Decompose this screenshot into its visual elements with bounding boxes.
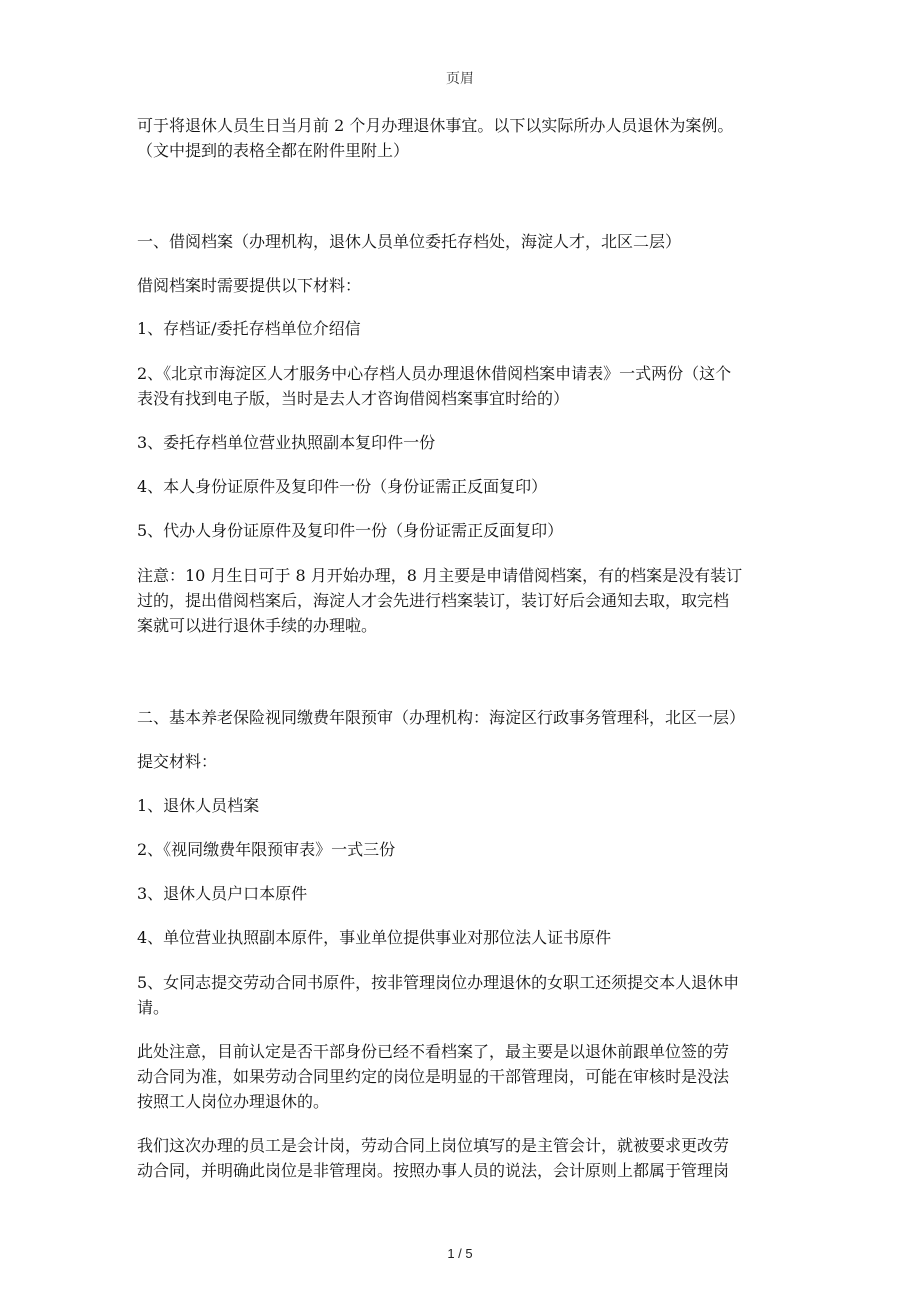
note-line: 案就可以进行退休手续的办理啦。 <box>137 616 378 635</box>
list-item-continuation: 请。 <box>137 998 170 1017</box>
intro-line: 可于将退休人员生日当月前 2 个月办理退休事宜。以下以实际所办人员退休为案例。 <box>137 116 734 135</box>
section-heading: 二、基本养老保险视同缴费年限预审（办理机构：海淀区行政事务管理科，北区一层） <box>137 708 746 727</box>
list-item: 4、单位营业执照副本原件，事业单位提供事业对那位法人证书原件 <box>137 928 612 947</box>
note-line: 注意：10 月生日可于 8 月开始办理，8 月主要是申请借阅档案，有的档案是没有装订 <box>137 566 743 585</box>
list-item-continuation: 表没有找到电子版，当时是去人才咨询借阅档案事宜时给的） <box>137 389 570 408</box>
page-number: 1 / 5 <box>447 1246 473 1261</box>
list-item: 4、本人身份证原件及复印件一份（身份证需正反面复印） <box>137 477 548 496</box>
list-item: 5、代办人身份证原件及复印件一份（身份证需正反面复印） <box>137 521 564 540</box>
note-line: 按照工人岗位办理退休的。 <box>137 1092 330 1111</box>
note-line: 此处注意，目前认定是否干部身份已经不看档案了，最主要是以退休前跟单位签的劳 <box>137 1042 730 1061</box>
note-line: 我们这次办理的员工是会计岗，劳动合同上岗位填写的是主管会计，就被要求更改劳 <box>137 1136 730 1155</box>
list-item: 1、退休人员档案 <box>137 796 260 815</box>
section-lead: 借阅档案时需要提供以下材料： <box>137 276 362 295</box>
list-item: 5、女同志提交劳动合同书原件，按非管理岗位办理退休的女职工还须提交本人退休申 <box>137 973 740 992</box>
note-line: 过的，提出借阅档案后，海淀人才会先进行档案装订，装订好后会通知去取，取完档 <box>137 591 730 610</box>
list-item: 1、存档证/委托存档单位介绍信 <box>137 319 361 338</box>
note-line: 动合同为准，如果劳动合同里约定的岗位是明显的干部管理岗，可能在审核时是没法 <box>137 1067 730 1086</box>
list-item: 2、《视同缴费年限预审表》一式三份 <box>137 840 396 859</box>
page-header: 页眉 <box>446 71 474 87</box>
section-heading: 一、借阅档案（办理机构，退休人员单位委托存档处，海淀人才，北区二层） <box>137 232 682 251</box>
note-line: 动合同，并明确此岗位是非管理岗。按照办事人员的说法，会计原则上都属于管理岗 <box>137 1161 730 1180</box>
list-item: 3、退休人员户口本原件 <box>137 884 308 903</box>
list-item: 2、《北京市海淀区人才服务中心存档人员办理退休借阅档案申请表》一式两份（这个 <box>137 364 732 383</box>
list-item: 3、委托存档单位营业执照副本复印件一份 <box>137 433 436 452</box>
section-lead: 提交材料： <box>137 752 218 771</box>
intro-line: （文中提到的表格全都在附件里附上） <box>137 141 410 160</box>
